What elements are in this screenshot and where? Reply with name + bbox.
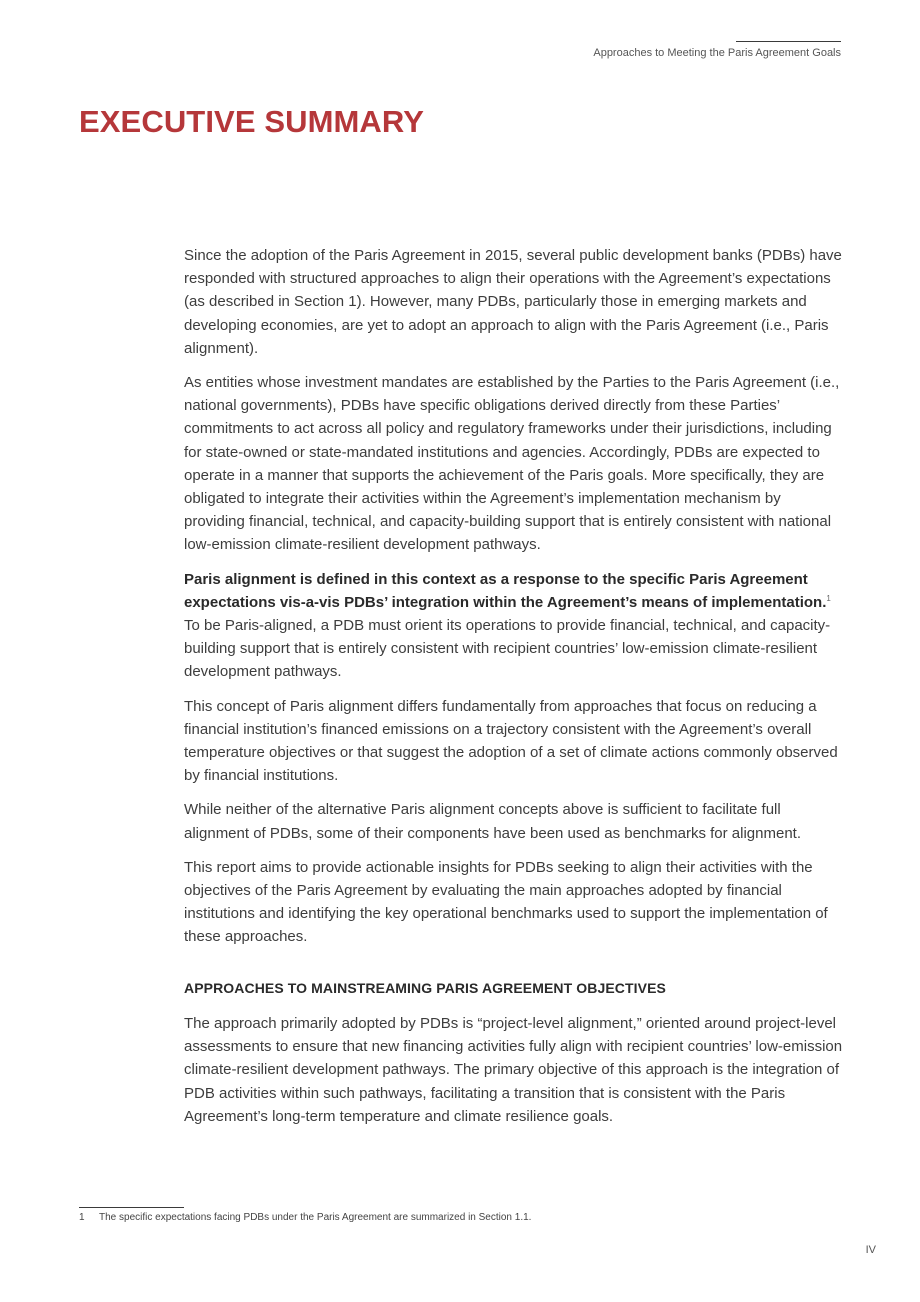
body-text [184, 244, 844, 1139]
paragraph-intro: Since the adoption of the Paris Agreement in 2015, several public development banks (PDBs) have responded with structured approaches to align their operations with the Agreement’s expectations (as described in Section 1). However, many PDBs, particularly those in emerging markets and developing economies, are yet to adopt an approach to align with the Paris Agreement (i.e., Paris alignment). [184, 247, 842, 357]
definition-text: To be Paris-aligned, a PDB must orient its operations to provide financial, technical, and capacity-building support that is entirely consistent with recipient countries’ low-emission climate-resilient development pathways. [184, 617, 831, 681]
paragraph-definition [184, 568, 844, 684]
running-header: Approaches to Meeting the Paris Agreement Goals [593, 47, 841, 59]
footnote-rule [79, 1207, 184, 1208]
page-title: EXECUTIVE SUMMARY [79, 104, 425, 139]
paragraph-alternatives: While neither of the alternative Paris alignment concepts above is sufficient to facilitate full alignment of PDBs, some of their components have been used as benchmarks for alignment. [184, 801, 801, 842]
footnote-ref[interactable]: 1 [826, 593, 831, 603]
paragraph-concept: This concept of Paris alignment differs fundamentally from approaches that focus on reducing a financial institution’s financed emissions on a trajectory consistent with the Agreement’s overall temperature objectives or that suggest the adoption of a set of climate actions commonly observed by financial institutions. [184, 697, 838, 785]
paragraph-aims: This report aims to provide actionable insights for PDBs seeking to align their activities with the objectives of the Paris Agreement by evaluating the main approaches adopted by financial institutions and identifying the key operational benchmarks used to support the implementation of these approaches. [184, 858, 828, 946]
paragraph-obligations: As entities whose investment mandates are established by the Parties to the Paris Agreement (i.e., national governments), PDBs have specific obligations derived directly from these Parties’ commitments to act across all policy and regulatory frameworks under their jurisdictions, including for state-owned or state-mandated institutions and agencies. Accordingly, PDBs are expected to operate in a manner that supports the achievement of the Paris goals. More specifically, they are obligated to integrate their activities within the Agreement’s implementation mechanism by providing financial, technical, and capacity-building support that is entirely consistent with national low-emission climate-resilient development pathways. [184, 374, 840, 554]
footnote [79, 1212, 531, 1223]
paragraph-approach: The approach primarily adopted by PDBs is “project-level alignment,” oriented around project-level assessments to ensure that new financing activities fully align with recipient countries’ low-emission climate-resilient development pathways. The primary objective of this approach is the integration of PDB activities within such pathways, facilitating a transition that is consistent with the Paris Agreement’s long-term temperature and climate resilience goals. [184, 1014, 843, 1125]
page-number: IV [865, 1244, 876, 1256]
definition-bold: Paris alignment is defined in this context as a response to the specific Paris Agreement expectations vis-a-vis PDBs’ integration within the Agreement’s means of implementation. [184, 570, 827, 611]
footnote-text: The specific expectations facing PDBs under the Paris Agreement are summarized in Section 1.1. [99, 1212, 532, 1223]
header-rule [736, 41, 841, 42]
section-heading: APPROACHES TO MAINSTREAMING PARIS AGREEMENT OBJECTIVES [184, 979, 666, 996]
footnote-number: 1 [79, 1212, 85, 1223]
